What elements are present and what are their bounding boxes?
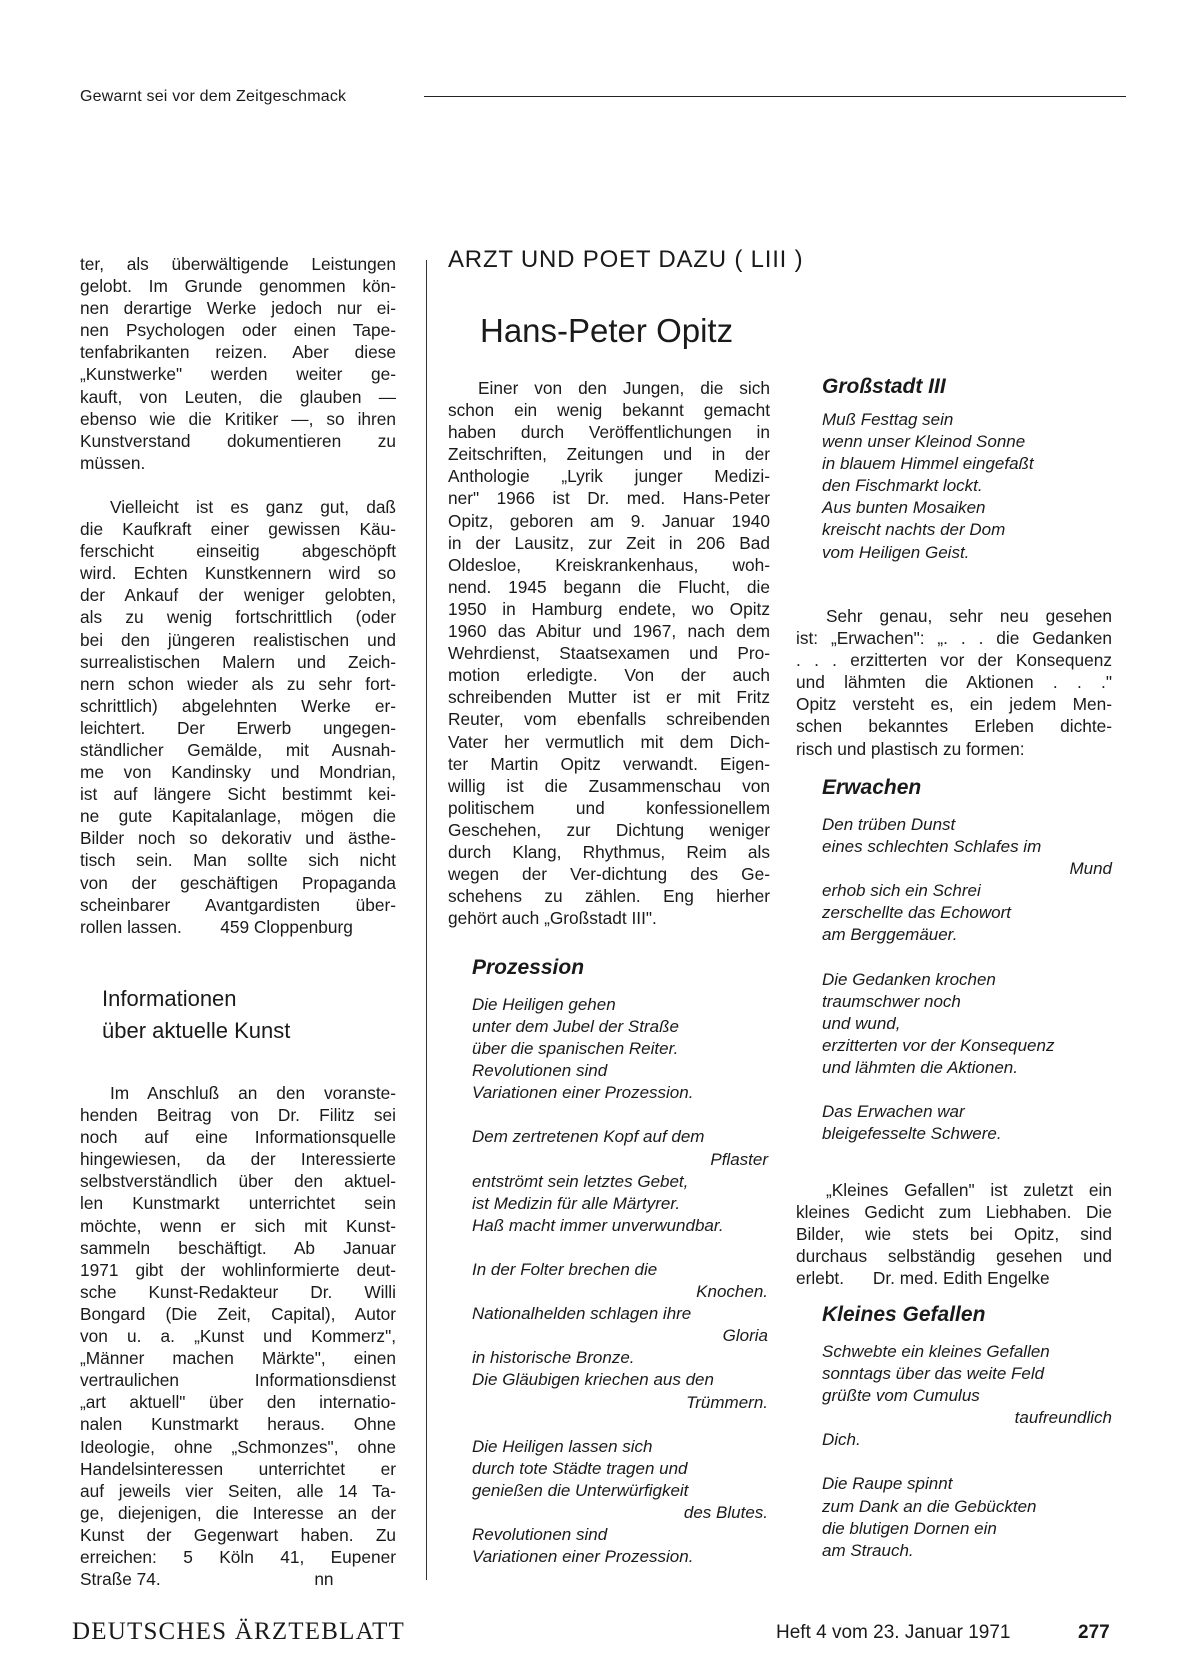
poem-line: entströmt sein letztes Gebet, (472, 1171, 689, 1191)
text-line: müssen. (80, 452, 146, 473)
text-line: haben durch Veröffentlichungen in (448, 422, 770, 443)
commentary (796, 605, 1112, 760)
text-line: Einer von den Jungen, die sich (478, 378, 770, 398)
text-line: ständlicher Gemälde, mit Ausnah- (80, 739, 396, 760)
poem-line: eines schlechten Schlafes im (822, 837, 1042, 857)
poem-body (822, 409, 1112, 564)
text-line: ferschicht einseitig abgeschöpft (80, 541, 396, 562)
poem-line: erhob sich ein Schrei (822, 881, 981, 901)
text-line: Oldesloe, Kreiskrankenhaus, woh- (448, 554, 770, 575)
text-line: henden Beitrag von Dr. Filitz sei (80, 1105, 396, 1126)
text-line: ter, als überwältigende Leistungen (80, 254, 396, 274)
info-heading-line: Informationen (102, 986, 237, 1011)
text-line: tisch sein. Man sollte sich nicht (80, 850, 396, 871)
text-line: Bilder noch so dekorativ und ästhe- (80, 828, 396, 849)
poem-line: unter dem Jubel der Straße (472, 1017, 679, 1037)
poem-line: Knochen. (696, 1282, 768, 1302)
text-line: ter Martin Opitz verwandt. Eigen- (448, 753, 770, 774)
poem-line: Aus bunten Mosaiken (822, 498, 986, 518)
text-line: tenfabrikanten reizen. Aber diese (80, 342, 396, 363)
poem-line: grüßte vom Cumulus (822, 1386, 980, 1406)
text-line: schrittlich) abgelehnten Werke er- (80, 695, 396, 716)
text-line: risch und plastisch zu formen: (796, 738, 1025, 759)
text-line: erreichen: 5 Köln 41, Eupener (80, 1546, 396, 1567)
poem-line: Die Heiligen lassen sich (472, 1436, 653, 1456)
poem-line: erzitterten vor der Konsequenz (822, 1035, 1055, 1055)
text-line: scheinbarer Avantgardisten über- (80, 894, 396, 915)
poem-line: Die Gläubigen kriechen aus den (472, 1370, 714, 1390)
text-line: . . . erzitterten vor der Konsequenz (796, 650, 1112, 671)
poem-line: bleigefesselte Schwere. (822, 1124, 1002, 1144)
text-line: Sehr genau, sehr neu gesehen (826, 606, 1112, 626)
poem-line: Pflaster (710, 1149, 768, 1169)
journal-name: DEUTSCHES ÄRZTEBLATT (72, 1618, 406, 1645)
poem-line: Gloria (722, 1326, 768, 1346)
text-line: willig ist die Zusammenschau von (448, 775, 770, 796)
text-line: die Kaufkraft einer gewissen Käu- (80, 519, 396, 540)
text-line: erlebt. Dr. med. Edith Engelke (796, 1268, 1050, 1289)
poem-line: in blauem Himmel eingefaßt (822, 454, 1034, 474)
text-line: me von Kandinsky und Mondrian, (80, 762, 396, 783)
text-line: Geschehen, zur Dichtung weniger (448, 819, 770, 840)
poem-line: wenn unser Kleinod Sonne (822, 432, 1026, 452)
text-line: 1971 gibt der wohlinformierte deut- (80, 1259, 396, 1280)
text-line: in der Lausitz, zur Zeit in 206 Bad (448, 532, 770, 553)
column-left (80, 253, 396, 938)
text-line: schen bekanntes Erleben dichte- (796, 716, 1112, 737)
text-line: von der geschäftigen Propaganda (80, 872, 396, 893)
poem-body (822, 814, 1112, 1145)
text-line: motion erledigte. Von der auch (448, 665, 770, 686)
poem-body (822, 1341, 1112, 1562)
text-line: wird. Echten Kunstkennern wird so (80, 563, 396, 584)
poem-line: Nationalhelden schlagen ihre (472, 1304, 692, 1324)
poem-line: Dich. (822, 1430, 861, 1450)
text-line: sammeln beschäftigt. Ab Januar (80, 1237, 396, 1258)
text-line: „Kleines Gefallen" ist zuletzt ein (826, 1180, 1112, 1200)
text-line: Handelsinteressen unterrichtet er (80, 1458, 396, 1479)
poem-line: Haß macht immer unverwundbar. (472, 1215, 724, 1235)
issue-info: Heft 4 vom 23. Januar 1971 (776, 1622, 1011, 1643)
text-line: schreibenden Mutter ist er mit Fritz (448, 687, 770, 708)
poem-line: Muß Festtag sein (822, 410, 954, 429)
text-line: 1950 in Hamburg endete, wo Opitz (448, 598, 770, 619)
text-line: selbstverständlich über den aktuel- (80, 1171, 396, 1192)
text-line: kauft, von Leuten, die glauben — (80, 386, 396, 407)
poem-line: des Blutes. (683, 1502, 768, 1522)
poem-line: genießen die Unterwürfigkeit (472, 1480, 689, 1500)
poem-line: am Strauch. (822, 1540, 914, 1560)
poem-line: und lähmten die Aktionen. (822, 1057, 1018, 1077)
article-continuation-para2 (80, 496, 396, 938)
poem-line: am Berggemäuer. (822, 925, 958, 945)
text-line: nen derartige Werke jedoch nur ei- (80, 298, 396, 319)
text-line: durch Klang, Rhythmus, Reim als (448, 841, 770, 862)
poem-title: Großstadt III (822, 375, 946, 398)
poem-title: Kleines Gefallen (822, 1303, 986, 1326)
text-line: nend. 1945 begann die Flucht, die (448, 576, 770, 597)
text-line: Vater her vermutlich mit dem Dich- (448, 731, 770, 752)
text-line: Bilder, wie stets bei Opitz, sind (796, 1224, 1112, 1245)
text-line: schon ein wenig bekannt gemacht (448, 400, 770, 421)
text-line: Opitz, geboren am 9. Januar 1940 (448, 510, 770, 531)
poem-erwachen (822, 774, 1112, 1145)
poem-line: Das Erwachen war (822, 1102, 965, 1122)
text-line: „Kunstwerke" werden weiter ge- (80, 364, 396, 385)
text-line: ne gute Kapitalanlage, mögen die (80, 806, 396, 827)
text-line: Reuter, vom ebenfalls schreibenden (448, 709, 770, 730)
text-line: schehens zu zählen. Eng hierher (448, 886, 770, 907)
text-line: surrealistischen Malern und Zeich- (80, 651, 396, 672)
poem-line: Trümmern. (686, 1392, 768, 1412)
page-number: 277 (1078, 1622, 1110, 1643)
poem-line: über die spanischen Reiter. (472, 1039, 679, 1059)
poem-body (472, 994, 768, 1568)
poem-line: den Fischmarkt lockt. (822, 476, 983, 496)
text-line: noch auf eine Informationsquelle (80, 1127, 396, 1148)
poem-line: in historische Bronze. (472, 1348, 635, 1368)
poem-grossstadt (822, 373, 1112, 564)
poem-line: sonntags über das weite Feld (822, 1364, 1045, 1384)
text-line: nalen Kunstmarkt heraus. Ohne (80, 1414, 396, 1435)
poem-line: Die Raupe spinnt (822, 1474, 953, 1494)
text-line: der Ankauf der weniger gelobten, (80, 585, 396, 606)
poem-title: Prozession (472, 956, 585, 979)
text-line: vertraulichen Informationsdienst (80, 1370, 396, 1391)
poem-line: Revolutionen sind (472, 1061, 608, 1081)
poem-line: In der Folter brechen die (472, 1259, 658, 1279)
poem-line: Die Gedanken krochen (822, 969, 996, 989)
text-line: Anthologie „Lyrik junger Medizi- (448, 466, 770, 487)
bio-article (448, 377, 770, 929)
poem-line: und wund, (822, 1013, 901, 1033)
text-line: gehört auch „Großstadt III". (448, 908, 657, 929)
column-divider (426, 260, 427, 1580)
poem-line: Variationen einer Prozession. (472, 1083, 694, 1103)
text-line: len Kunstmarkt unterrichtet sein (80, 1193, 396, 1214)
poem-line: vom Heiligen Geist. (822, 542, 970, 562)
poem-line: kreischt nachts der Dom (822, 520, 1006, 540)
text-line: Vielleicht ist es ganz gut, daß (110, 496, 396, 517)
text-line: nen Psychologen oder einen Tape- (80, 320, 396, 341)
text-line: und lähmten die Aktionen . . ." (796, 672, 1112, 693)
poem-line: Revolutionen sind (472, 1524, 608, 1544)
poem-line: Dem zertretenen Kopf auf dem (472, 1127, 705, 1147)
poem-line: Mund (1069, 859, 1112, 879)
poem-line: Die Heiligen gehen (472, 995, 616, 1014)
running-head-rule (424, 96, 1126, 97)
text-line: wegen der Ver-dichtung des Ge- (448, 864, 770, 885)
text-line: ist auf längere Sicht bestimmt kei- (80, 784, 396, 805)
text-line: rollen lassen. 459 Cloppenburg (80, 916, 353, 937)
article-continuation-para1 (80, 253, 396, 474)
text-line: Bongard (Die Zeit, Capital), Autor (80, 1303, 396, 1324)
poem-line: taufreundlich (1014, 1408, 1112, 1428)
poem-title: Erwachen (822, 776, 922, 799)
text-line: Zeitschriften, Zeitungen und in der (448, 444, 770, 465)
text-line: Wehrdienst, Staatsexamen und Pro- (448, 643, 770, 664)
poem-line: zerschellte das Echowort (822, 903, 1011, 923)
text-line: von u. a. „Kunst und Kommerz", (80, 1326, 396, 1347)
poem-line: traumschwer noch (822, 991, 961, 1011)
info-heading (102, 983, 402, 1047)
poem-prozession (472, 954, 768, 1568)
text-line: Opitz versteht es, ein jedem Men- (796, 694, 1112, 715)
text-line: als zu wenig fortschrittlich (oder (80, 607, 396, 628)
text-line: „art aktuell" über den internatio- (80, 1392, 396, 1413)
text-line: politischem und konfessionellem (448, 797, 770, 818)
poem-line: Den trüben Dunst (822, 815, 956, 834)
text-line: „Männer machen Märkte", einen (80, 1348, 396, 1369)
text-line: Kunst der Gegenwart haben. Zu (80, 1524, 396, 1545)
poem-line: Variationen einer Prozession. (472, 1547, 694, 1567)
text-line: ge, diejenigen, die Interesse an der (80, 1502, 396, 1523)
text-line: ist: „Erwachen": „. . . die Gedanken (796, 628, 1112, 649)
text-line: Kunstverstand dokumentieren zu (80, 430, 396, 451)
info-heading-line: über aktuelle Kunst (102, 1018, 291, 1043)
text-line: durchaus selbständig gesehen und (796, 1246, 1112, 1267)
running-head: Gewarnt sei vor dem Zeitgeschmack (80, 88, 347, 105)
text-line: möchte, wenn er sich mit Kunst- (80, 1215, 396, 1236)
poem-line: durch tote Städte tragen und (472, 1458, 688, 1478)
text-line: Straße 74. nn (80, 1569, 334, 1590)
closing-note (796, 1179, 1112, 1289)
poem-kleines-gefallen (822, 1301, 1112, 1562)
series-title: ARZT UND POET DAZU ( LIII ) (448, 246, 804, 273)
info-article (80, 1082, 396, 1590)
text-line: ebenso wie die Kritiker —, so ihren (80, 408, 396, 429)
poem-line: zum Dank an die Gebückten (822, 1496, 1037, 1516)
text-line: Im Anschluß an den voranste- (110, 1083, 396, 1103)
poem-line: Schwebte ein kleines Gefallen (822, 1342, 1050, 1361)
text-line: hingewiesen, da der Interessierte (80, 1149, 396, 1170)
text-line: bei den jüngeren realistischen und (80, 629, 396, 650)
text-line: sche Kunst-Redakteur Dr. Willi (80, 1281, 396, 1302)
page-title: Hans-Peter Opitz (480, 312, 734, 349)
text-line: leichtert. Der Erwerb ungegen- (80, 717, 396, 738)
text-line: auf jeweils vier Seiten, alle 14 Ta- (80, 1480, 396, 1501)
poem-line: ist Medizin für alle Märtyrer. (472, 1193, 681, 1213)
text-line: 1960 das Abitur und 1967, nach dem (448, 621, 770, 642)
text-line: Ideologie, ohne „Schmonzes", ohne (80, 1436, 396, 1457)
text-line: gelobt. Im Grunde genommen kön- (80, 276, 396, 297)
text-line: kleines Gedicht zum Liebhaben. Die (796, 1202, 1112, 1223)
text-line: ner" 1966 ist Dr. med. Hans-Peter (448, 488, 770, 509)
poem-line: die blutigen Dornen ein (822, 1518, 997, 1538)
text-line: nern schon wieder als zu sehr fort- (80, 673, 396, 694)
